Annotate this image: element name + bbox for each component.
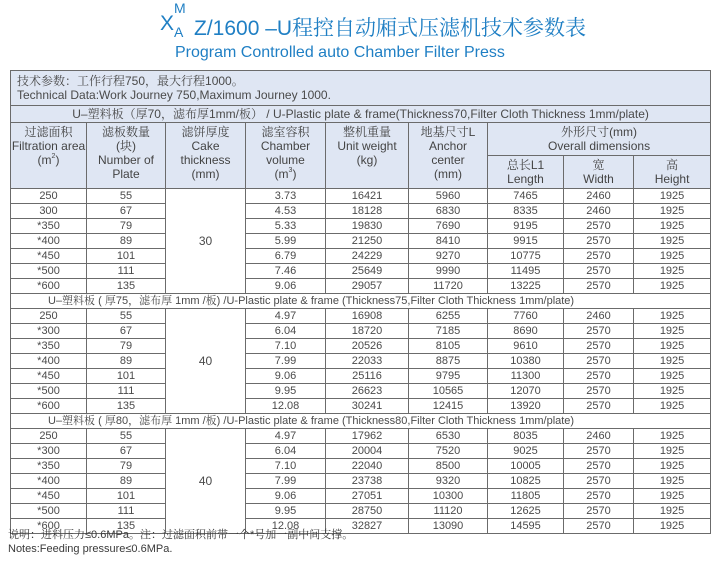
cell-plates: 89 [87, 474, 166, 489]
cell-filtration-area: *300 [11, 444, 87, 459]
cell-chamber-volume: 7.99 [246, 474, 326, 489]
h-zh: 滤室容积 [261, 125, 310, 139]
cell-length: 11300 [488, 369, 564, 384]
cell-length: 9610 [488, 339, 564, 354]
h-unit: (mm) [434, 167, 462, 181]
cell-length: 12070 [488, 384, 564, 399]
cell-plates: 55 [87, 309, 166, 324]
cell-length: 8335 [488, 204, 564, 219]
cell-height: 1925 [634, 189, 711, 204]
cell-anchor-center: 8410 [409, 234, 488, 249]
table-row [11, 489, 711, 504]
table-row [11, 429, 711, 444]
cell-height: 1925 [634, 279, 711, 294]
cell-width: 2570 [564, 264, 634, 279]
col-length [488, 156, 564, 189]
cell-unit-weight: 23738 [326, 474, 409, 489]
section-row [11, 294, 711, 309]
page-title [160, 0, 587, 42]
cell-height: 1925 [634, 474, 711, 489]
cell-height: 1925 [634, 444, 711, 459]
cell-length: 8690 [488, 324, 564, 339]
cell-plates: 111 [87, 504, 166, 519]
cell-unit-weight: 25649 [326, 264, 409, 279]
h-unit [11, 153, 86, 167]
cell-unit-weight: 22033 [326, 354, 409, 369]
cell-anchor-center: 9990 [409, 264, 488, 279]
cell-height: 1925 [634, 324, 711, 339]
h-zh: 过滤面积 [24, 125, 73, 139]
cell-chamber-volume: 12.08 [246, 399, 326, 414]
cell-height: 1925 [634, 354, 711, 369]
cell-width: 2570 [564, 354, 634, 369]
cell-anchor-center: 8875 [409, 354, 488, 369]
cell-width: 2570 [564, 489, 634, 504]
cell-filtration-area: *600 [11, 399, 87, 414]
col-plates [87, 123, 166, 189]
cell-anchor-center: 7690 [409, 219, 488, 234]
cell-anchor-center: 6830 [409, 204, 488, 219]
cell-filtration-area: *450 [11, 249, 87, 264]
h-unit-sup: 2 [51, 153, 56, 160]
cell-cake-thickness: 40 [166, 309, 246, 414]
cell-unit-weight: 25116 [326, 369, 409, 384]
cell-length: 13225 [488, 279, 564, 294]
cell-width: 2460 [564, 309, 634, 324]
section-label: U–塑料板 ( 厚75，滤布厚 1mm /板) /U-Plastic plate & frame (Thickness75,Filter Cloth Thickness 1mm/plate) [11, 294, 711, 309]
cell-chamber-volume: 6.04 [246, 324, 326, 339]
cell-filtration-area: 250 [11, 309, 87, 324]
cell-anchor-center: 10300 [409, 489, 488, 504]
cell-anchor-center: 8500 [409, 459, 488, 474]
h-zh: 整机重量 [342, 125, 391, 139]
table-row [11, 339, 711, 354]
cell-plates: 135 [87, 519, 166, 534]
cell-length: 9025 [488, 444, 564, 459]
h-en: Length [507, 172, 544, 186]
cell-plates: 135 [87, 279, 166, 294]
cell-width: 2570 [564, 324, 634, 339]
title-block [0, 0, 718, 66]
cell-height: 1925 [634, 399, 711, 414]
table-row [11, 279, 711, 294]
cell-width: 2570 [564, 219, 634, 234]
cell-length: 12625 [488, 504, 564, 519]
cell-height: 1925 [634, 489, 711, 504]
col-height [634, 156, 711, 189]
cell-plates: 135 [87, 399, 166, 414]
cell-plates: 79 [87, 339, 166, 354]
h-zh2: (块) [116, 139, 136, 153]
cell-chamber-volume: 4.97 [246, 309, 326, 324]
table-row [11, 204, 711, 219]
cell-anchor-center: 8105 [409, 339, 488, 354]
cell-chamber-volume: 7.99 [246, 354, 326, 369]
cell-anchor-center: 11120 [409, 504, 488, 519]
prefix-m: M [174, 0, 186, 16]
header-row [11, 123, 711, 156]
cell-width: 2570 [564, 519, 634, 534]
h-en: Height [654, 172, 690, 186]
cell-chamber-volume: 7.10 [246, 459, 326, 474]
cell-unit-weight: 22040 [326, 459, 409, 474]
title-zh: Z/1600 –U程控自动厢式压滤机技术参数表 [194, 17, 587, 40]
cell-anchor-center: 5960 [409, 189, 488, 204]
h-en: Unit weight [337, 139, 397, 153]
cell-anchor-center: 9795 [409, 369, 488, 384]
cell-plates: 55 [87, 189, 166, 204]
h-en: Filtration area [11, 139, 86, 153]
cell-anchor-center: 13090 [409, 519, 488, 534]
cell-cake-thickness: 40 [166, 429, 246, 534]
notes-en: Notes:Feeding pressure≤0.6MPa. [8, 543, 173, 555]
cell-plates: 111 [87, 384, 166, 399]
cell-chamber-volume: 4.97 [246, 429, 326, 444]
h-zh: 宽 [592, 158, 605, 172]
h-zh: 外形尺寸(mm) [561, 125, 638, 139]
cell-plates: 101 [87, 249, 166, 264]
cell-length: 7760 [488, 309, 564, 324]
cell-length: 14595 [488, 519, 564, 534]
cell-unit-weight: 21250 [326, 234, 409, 249]
table-row [11, 399, 711, 414]
page-subtitle: Program Controlled auto Chamber Filter Press [175, 44, 505, 61]
section-label: U–塑料板 ( 厚80，滤布厚 1mm /板) /U-Plastic plate & frame (Thickness80,Filter Cloth Thickness 1mm/plate) [11, 414, 711, 429]
cell-plates: 79 [87, 459, 166, 474]
h-zh: 滤板数量 [101, 125, 150, 139]
cell-width: 2570 [564, 234, 634, 249]
cell-anchor-center: 11720 [409, 279, 488, 294]
h-en2: volume [266, 153, 305, 167]
cell-width: 2570 [564, 339, 634, 354]
cell-plates: 101 [87, 489, 166, 504]
cell-height: 1925 [634, 339, 711, 354]
cell-chamber-volume: 12.08 [246, 519, 326, 534]
cell-width: 2570 [564, 279, 634, 294]
cell-filtration-area: 250 [11, 189, 87, 204]
cell-length: 10005 [488, 459, 564, 474]
section-row [11, 106, 711, 123]
cell-unit-weight: 16421 [326, 189, 409, 204]
h-en1: Cake [191, 139, 220, 153]
cell-filtration-area: 300 [11, 204, 87, 219]
cell-height: 1925 [634, 264, 711, 279]
cell-chamber-volume: 5.99 [246, 234, 326, 249]
cell-unit-weight: 19830 [326, 219, 409, 234]
h-unit-sup: 3 [288, 167, 293, 174]
cell-filtration-area: *600 [11, 279, 87, 294]
notes-zh: 说明：进料压力≤0.6MPa。注：过滤面积前带一个*号加一副中间支撑。 [8, 529, 354, 541]
h-en2: center [431, 153, 465, 167]
cell-chamber-volume: 9.95 [246, 384, 326, 399]
col-overall-dimensions [488, 123, 711, 156]
h-zh: 总长L1 [506, 158, 545, 172]
h-unit: (mm) [191, 167, 220, 181]
cell-chamber-volume: 9.06 [246, 279, 326, 294]
h-en1: Anchor [428, 139, 468, 153]
cell-width: 2460 [564, 429, 634, 444]
cell-filtration-area: *500 [11, 384, 87, 399]
cell-unit-weight: 18720 [326, 324, 409, 339]
h-zh: 滤饼厚度 [181, 125, 230, 139]
h-unit-close: ) [55, 153, 60, 167]
cell-plates: 89 [87, 354, 166, 369]
col-filtration-area [11, 123, 87, 189]
cell-unit-weight: 20526 [326, 339, 409, 354]
h-en1: Number of [97, 153, 155, 167]
table-row [11, 219, 711, 234]
section-row [11, 414, 711, 429]
cell-chamber-volume: 6.79 [246, 249, 326, 264]
table-row [11, 309, 711, 324]
col-unit-weight [326, 123, 409, 189]
cell-width: 2570 [564, 474, 634, 489]
h-unit-open: (m [37, 153, 52, 167]
cell-chamber-volume: 9.06 [246, 489, 326, 504]
h-en2: Plate [112, 167, 140, 181]
cell-length: 11495 [488, 264, 564, 279]
cell-plates: 79 [87, 219, 166, 234]
h-en2: thickness [180, 153, 231, 167]
cell-chamber-volume: 7.46 [246, 264, 326, 279]
col-width [564, 156, 634, 189]
cell-width: 2570 [564, 369, 634, 384]
table-row [11, 354, 711, 369]
cell-unit-weight: 30241 [326, 399, 409, 414]
cell-chamber-volume: 9.95 [246, 504, 326, 519]
cell-length: 13920 [488, 399, 564, 414]
cell-filtration-area: 250 [11, 429, 87, 444]
cell-length: 9915 [488, 234, 564, 249]
cell-height: 1925 [634, 309, 711, 324]
table-row [11, 324, 711, 339]
cell-width: 2570 [564, 384, 634, 399]
cell-unit-weight: 28750 [326, 504, 409, 519]
cell-filtration-area: *350 [11, 339, 87, 354]
info-zh: 技术参数：工作行程750，最大行程1000。 [17, 74, 244, 88]
cell-plates: 89 [87, 234, 166, 249]
cell-length: 10775 [488, 249, 564, 264]
table-row [11, 504, 711, 519]
section-label: U–塑料板（厚70，滤布厚1mm/板） / U-Plastic plate & frame(Thickness70,Filter Cloth Thickness 1mm/plate) [11, 106, 711, 123]
cell-plates: 111 [87, 264, 166, 279]
cell-width: 2570 [564, 504, 634, 519]
prefix-a: A [174, 24, 184, 40]
cell-filtration-area: *400 [11, 234, 87, 249]
table-row [11, 384, 711, 399]
col-cake-thickness [166, 123, 246, 189]
cell-unit-weight: 24229 [326, 249, 409, 264]
cell-chamber-volume: 9.06 [246, 369, 326, 384]
h-unit-close: ) [292, 167, 297, 181]
cell-chamber-volume: 3.73 [246, 189, 326, 204]
cell-filtration-area: *350 [11, 219, 87, 234]
cell-width: 2570 [564, 459, 634, 474]
cell-chamber-volume: 5.33 [246, 219, 326, 234]
cell-anchor-center: 12415 [409, 399, 488, 414]
cell-filtration-area: *450 [11, 369, 87, 384]
h-zh: 高 [666, 158, 679, 172]
cell-unit-weight: 18128 [326, 204, 409, 219]
cell-length: 10825 [488, 474, 564, 489]
cell-filtration-area: *500 [11, 504, 87, 519]
cell-plates: 67 [87, 444, 166, 459]
cell-unit-weight: 27051 [326, 489, 409, 504]
col-chamber-volume [246, 123, 326, 189]
h-en1: Chamber [260, 139, 311, 153]
cell-width: 2570 [564, 444, 634, 459]
cell-filtration-area: *500 [11, 264, 87, 279]
prefix-x: X [160, 12, 175, 35]
cell-height: 1925 [634, 504, 711, 519]
table-row [11, 369, 711, 384]
table-row [11, 264, 711, 279]
table-row [11, 234, 711, 249]
cell-width: 2570 [564, 249, 634, 264]
table-row [11, 189, 711, 204]
cell-unit-weight: 29057 [326, 279, 409, 294]
cell-plates: 67 [87, 204, 166, 219]
cell-length: 9195 [488, 219, 564, 234]
cell-height: 1925 [634, 429, 711, 444]
info-en: Technical Data:Work Journey 750,Maximum Journey 1000. [17, 88, 331, 102]
cell-anchor-center: 9320 [409, 474, 488, 489]
cell-length: 10380 [488, 354, 564, 369]
cell-unit-weight: 17962 [326, 429, 409, 444]
cell-anchor-center: 6530 [409, 429, 488, 444]
cell-unit-weight: 26623 [326, 384, 409, 399]
cell-unit-weight: 16908 [326, 309, 409, 324]
cell-height: 1925 [634, 459, 711, 474]
model-prefix [160, 0, 194, 40]
cell-filtration-area: *600 [11, 519, 87, 534]
cell-anchor-center: 7520 [409, 444, 488, 459]
table-row [11, 249, 711, 264]
cell-anchor-center: 10565 [409, 384, 488, 399]
notes [8, 528, 353, 556]
h-en: Overall dimensions [548, 139, 651, 153]
h-en: Width [583, 172, 614, 186]
cell-chamber-volume: 7.10 [246, 339, 326, 354]
cell-plates: 55 [87, 429, 166, 444]
cell-anchor-center: 9270 [409, 249, 488, 264]
col-anchor-center [409, 123, 488, 189]
cell-length: 8035 [488, 429, 564, 444]
cell-width: 2570 [564, 399, 634, 414]
cell-chamber-volume: 6.04 [246, 444, 326, 459]
cell-anchor-center: 6255 [409, 309, 488, 324]
cell-height: 1925 [634, 384, 711, 399]
technical-info [11, 71, 711, 106]
cell-filtration-area: *400 [11, 474, 87, 489]
table-row [11, 474, 711, 489]
cell-unit-weight: 20004 [326, 444, 409, 459]
cell-plates: 67 [87, 324, 166, 339]
table-row [11, 459, 711, 474]
cell-height: 1925 [634, 369, 711, 384]
cell-filtration-area: *450 [11, 489, 87, 504]
cell-cake-thickness: 30 [166, 189, 246, 294]
table-row [11, 444, 711, 459]
cell-height: 1925 [634, 204, 711, 219]
cell-height: 1925 [634, 219, 711, 234]
cell-length: 11805 [488, 489, 564, 504]
h-zh: 地基尺寸L [420, 125, 476, 139]
spec-table [10, 70, 711, 534]
cell-chamber-volume: 4.53 [246, 204, 326, 219]
cell-anchor-center: 7185 [409, 324, 488, 339]
cell-height: 1925 [634, 234, 711, 249]
cell-width: 2460 [564, 189, 634, 204]
h-unit-open: (m [274, 167, 289, 181]
cell-height: 1925 [634, 249, 711, 264]
cell-plates: 101 [87, 369, 166, 384]
cell-filtration-area: *300 [11, 324, 87, 339]
cell-filtration-area: *350 [11, 459, 87, 474]
cell-unit-weight: 32827 [326, 519, 409, 534]
h-unit: (kg) [356, 153, 378, 167]
cell-width: 2460 [564, 204, 634, 219]
cell-filtration-area: *400 [11, 354, 87, 369]
h-unit [246, 167, 325, 181]
cell-height: 1925 [634, 519, 711, 534]
cell-length: 7465 [488, 189, 564, 204]
